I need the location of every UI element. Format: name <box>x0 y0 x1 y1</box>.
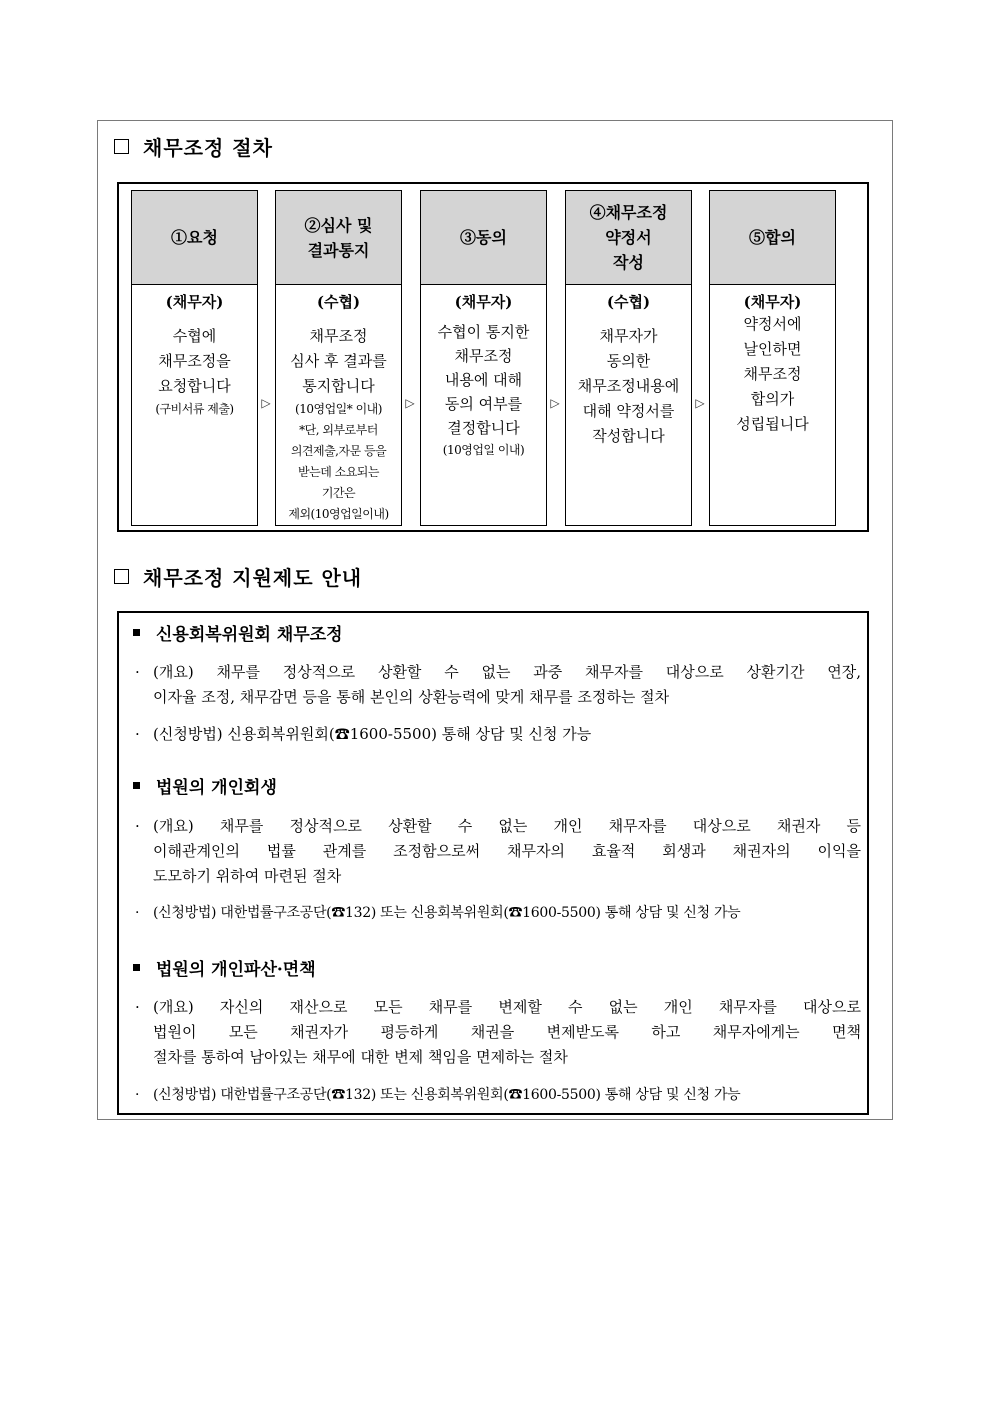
item-heading <box>133 620 343 645</box>
step-settlement <box>709 190 836 526</box>
step-desc: 수협에 채무조정을 요청합니다 <box>158 327 231 395</box>
overview-line: 절차를 통하여 남아있는 채무에 대한 변제 책임을 면제하는 절차 <box>153 1048 568 1066</box>
apply-line: (신청방법) 대한법률구조공단(☎132) 또는 신용회복위원회(☎1600-5500) 통해 상담 및 신청 가능 <box>153 905 741 921</box>
apply-line: (신청방법) 신용회복위원회(☎1600-5500) 통해 상담 및 신청 가능 <box>153 725 592 743</box>
step-desc: 채무조정 심사 후 결과를 통지합니다 <box>290 327 387 395</box>
arrow-right-icon: ▷ <box>550 396 560 410</box>
section-support-title: 채무조정 지원제도 안내 <box>143 566 363 590</box>
bullet-dot-icon: · <box>135 998 140 1016</box>
step-desc: 채무자가 동의한 채무조정내용에 대해 약정서를 작성합니다 <box>577 327 680 445</box>
item-overview <box>135 660 861 710</box>
checkbox-square-icon <box>114 569 129 584</box>
step-actor: (채무자) <box>743 293 802 311</box>
step-actor: (수협) <box>606 293 651 311</box>
item-apply <box>135 722 861 747</box>
square-bullet-icon <box>133 629 140 636</box>
step-head: ⑤합의 <box>710 191 835 285</box>
step-desc: 수협이 통지한 채무조정 내용에 대해 동의 여부를 결정합니다 <box>437 323 530 437</box>
bullet-dot-icon: · <box>135 817 140 835</box>
step-head: ③동의 <box>421 191 546 285</box>
item-overview <box>135 995 861 1070</box>
step-review <box>275 190 402 526</box>
step-consent <box>420 190 547 526</box>
step-note: (구비서류 제출) <box>155 402 234 416</box>
square-bullet-icon <box>133 964 140 971</box>
step-request <box>131 190 258 526</box>
overview-line: (개요) 자신의 재산으로 모든 채무를 변제할 수 없는 개인 채무자를 대상으로 <box>153 998 861 1016</box>
bullet-dot-icon: · <box>135 905 140 921</box>
item-title: 법원의 개인회생 <box>156 778 277 798</box>
arrow-right-icon: ▷ <box>261 396 271 410</box>
arrow-right-icon: ▷ <box>695 396 705 410</box>
item-overview <box>135 814 861 889</box>
item-heading <box>133 955 316 980</box>
overview-line: 법원이 모든 채권자가 평등하게 채권을 변제받도록 하고 채무자에게는 면책 <box>153 1023 861 1041</box>
step-agreement-draft <box>565 190 692 526</box>
overview-line: 이해관계인의 법률 관계를 조정함으로써 채무자의 효율적 회생과 채권자의 이익을 <box>153 842 861 860</box>
step-actor: (수협) <box>316 293 361 311</box>
item-heading <box>133 773 277 798</box>
step-note: (10영업일 이내) <box>442 443 525 457</box>
bullet-dot-icon: · <box>135 1087 140 1103</box>
section-procedure-title: 채무조정 절차 <box>143 136 273 160</box>
overview-line: (개요) 채무를 정상적으로 상환할 수 없는 과중 채무자를 대상으로 상환기간 연장, <box>153 663 861 681</box>
arrow-right-icon: ▷ <box>405 396 415 410</box>
item-apply <box>135 901 861 926</box>
step-desc: 약정서에 날인하면 채무조정 합의가 성립됩니다 <box>736 315 809 433</box>
step-note: (10영업일* 이내) *단, 외부로부터 의견제출,자문 등을 받는데 소요되는 기간은 제외(10영업일이내) <box>288 402 389 521</box>
step-head: ①요청 <box>132 191 257 285</box>
step-head: ②심사 및 결과통지 <box>276 191 401 285</box>
item-title: 법원의 개인파산·면책 <box>156 960 316 980</box>
step-head: ④채무조정 약정서 작성 <box>566 191 691 285</box>
step-actor: (채무자) <box>454 293 513 311</box>
step-actor: (채무자) <box>165 293 224 311</box>
checkbox-square-icon <box>114 139 129 154</box>
bullet-dot-icon: · <box>135 725 140 743</box>
item-title: 신용회복위원회 채무조정 <box>156 625 343 645</box>
square-bullet-icon <box>133 782 140 789</box>
overview-line: 도모하기 위하여 마련된 절차 <box>153 867 342 885</box>
overview-line: 이자율 조정, 채무감면 등을 통해 본인의 상환능력에 맞게 채무를 조정하는 절차 <box>153 688 670 706</box>
apply-line: (신청방법) 대한법률구조공단(☎132) 또는 신용회복위원회(☎1600-5500) 통해 상담 및 신청 가능 <box>153 1087 741 1103</box>
bullet-dot-icon: · <box>135 663 140 681</box>
overview-line: (개요) 채무를 정상적으로 상환할 수 없는 개인 채무자를 대상으로 채권자 등 <box>153 817 861 835</box>
section-procedure-heading <box>114 132 273 161</box>
section-support-heading <box>114 562 362 591</box>
item-apply <box>135 1083 861 1108</box>
